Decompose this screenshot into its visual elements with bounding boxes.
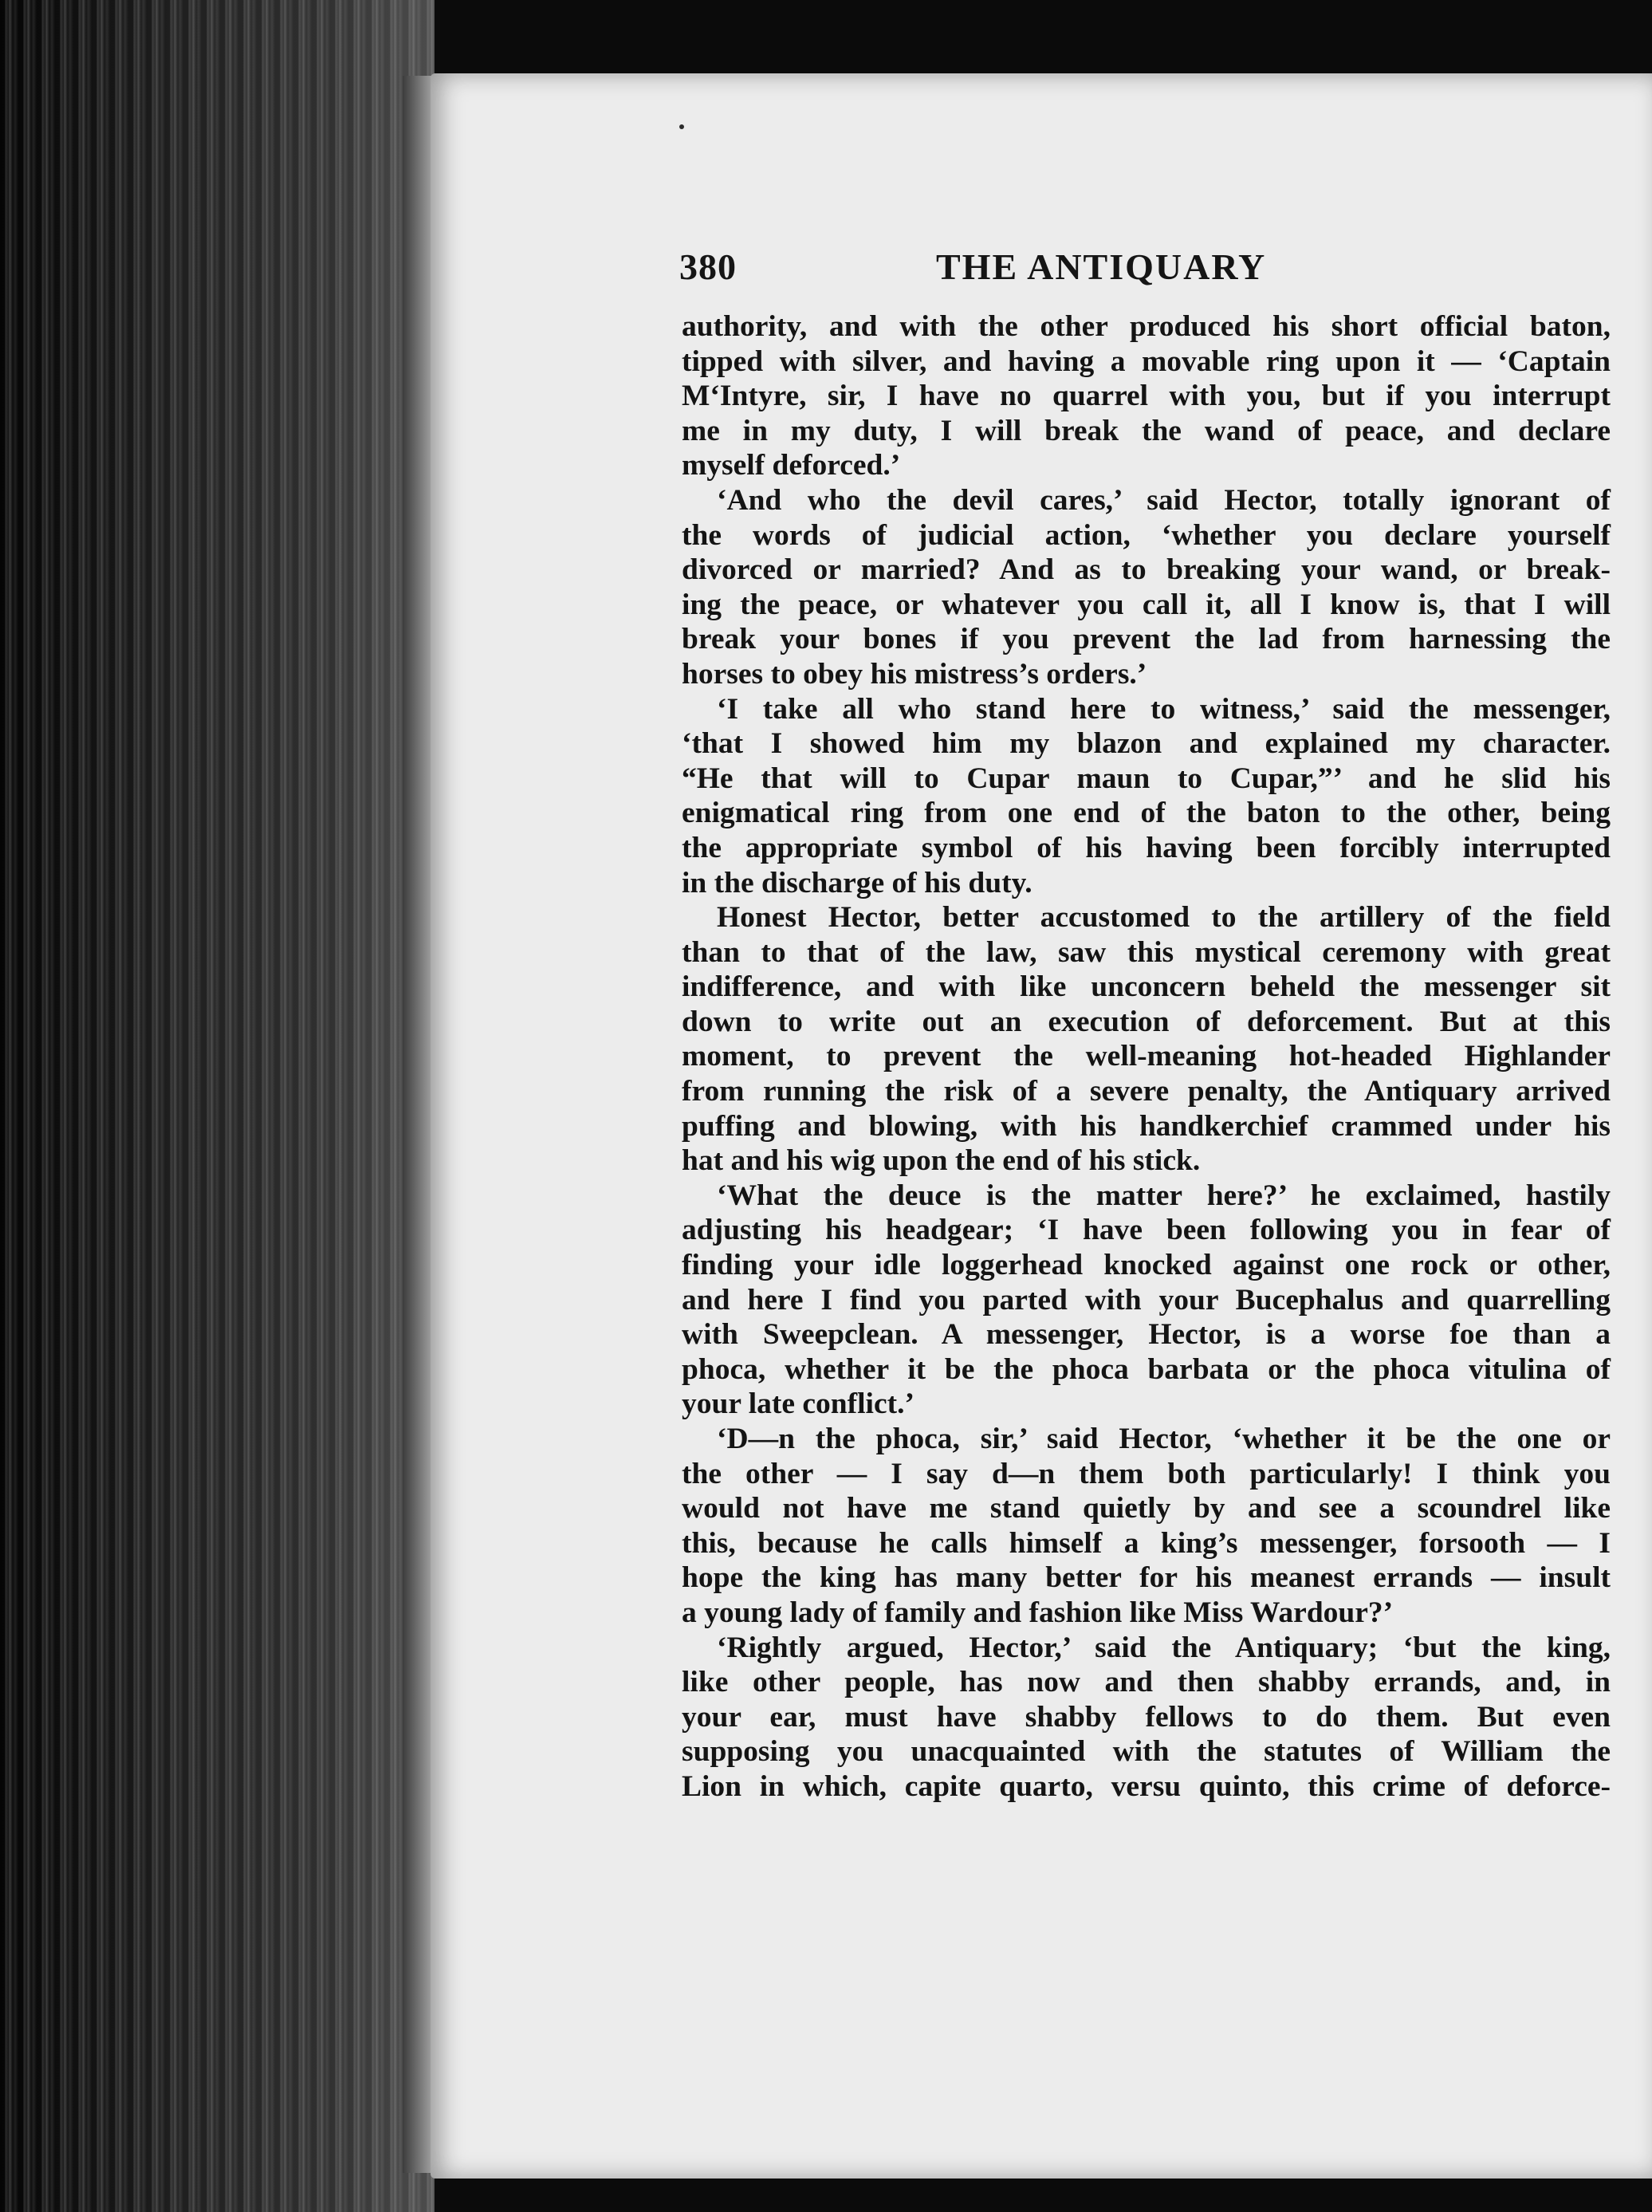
text-line: tipped with silver, and having a movable ring upon it — ‘Captain bbox=[682, 344, 1611, 378]
text-line: like other people, has now and then shabby errands, and, in bbox=[682, 1666, 1611, 1699]
text-line: break your bones if you prevent the lad from harnessing the bbox=[682, 623, 1611, 656]
text-line: ing the peace, or whatever you call it, all I know is, that I will bbox=[682, 588, 1611, 621]
text-line: me in my duty, I will break the wand of peace, and declare bbox=[682, 414, 1611, 447]
text-line: moment, to prevent the well-meaning hot-headed Highlander bbox=[682, 1040, 1611, 1073]
ink-speck bbox=[679, 124, 684, 129]
text-line: down to write out an execution of deforcement. But at this bbox=[682, 1005, 1611, 1038]
text-line: the appropriate symbol of his having been forcibly interrupted bbox=[682, 831, 1611, 864]
running-title: THE ANTIQUARY bbox=[936, 246, 1267, 287]
text-line: phoca, whether it be the phoca barbata or the phoca vitulina of bbox=[682, 1352, 1611, 1386]
text-line: your ear, must have shabby fellows to do them. But even bbox=[682, 1700, 1611, 1734]
text-line: enigmatical ring from one end of the baton to the other, being bbox=[682, 797, 1611, 830]
text-line: the other — I say d—n them both particularly! I think you bbox=[682, 1457, 1611, 1490]
book-page-edges bbox=[0, 0, 435, 2212]
text-line: the words of judicial action, ‘whether you declare yourself bbox=[682, 518, 1611, 552]
text-line: puffing and blowing, with his handkerchief crammed under his bbox=[682, 1109, 1611, 1143]
text-line: than to that of the law, saw this mystical ceremony with great bbox=[682, 935, 1611, 969]
text-line: Honest Hector, better accustomed to the artillery of the field bbox=[717, 901, 1611, 935]
page-header bbox=[679, 246, 1333, 293]
text-line: Lion in which, capite quarto, versu quinto, this crime of deforce- bbox=[682, 1769, 1611, 1803]
text-line: with Sweepclean. A messenger, Hector, is a worse foe than a bbox=[682, 1318, 1611, 1352]
text-line: ‘Rightly argued, Hector,’ said the Antiquary; ‘but the king, bbox=[717, 1631, 1611, 1664]
text-line: a young lady of family and fashion like Miss Wardour?’ bbox=[682, 1596, 1394, 1629]
text-line: “He that will to Cupar maun to Cupar,”’ and he slid his bbox=[682, 762, 1611, 795]
text-line: from running the risk of a severe penalty, the Antiquary arrived bbox=[682, 1075, 1611, 1108]
text-line: supposing you unacquainted with the statutes of William the bbox=[682, 1735, 1611, 1769]
text-line: hope the king has many better for his meanest errands — insult bbox=[682, 1561, 1611, 1595]
text-line: M‘Intyre, sir, I have no quarrel with you, but if you interrupt bbox=[682, 380, 1611, 413]
text-line: hat and his wig upon the end of his stick. bbox=[682, 1144, 1201, 1178]
text-line: ‘And who the devil cares,’ said Hector, totally ignorant of bbox=[717, 483, 1611, 517]
text-line: ‘What the deuce is the matter here?’ he exclaimed, hastily bbox=[717, 1179, 1611, 1212]
text-line: indifference, and with like unconcern beheld the messenger sit bbox=[682, 970, 1611, 1004]
text-line: adjusting his headgear; ‘I have been following you in fear of bbox=[682, 1214, 1611, 1247]
text-line: myself deforced.’ bbox=[682, 449, 901, 482]
text-line: ‘I take all who stand here to witness,’ said the messenger, bbox=[717, 692, 1611, 726]
text-line: finding your idle loggerhead knocked against one rock or other, bbox=[682, 1249, 1611, 1282]
text-line: and here I find you parted with your Bucephalus and quarrelling bbox=[682, 1283, 1611, 1317]
body-text bbox=[682, 309, 1611, 1805]
text-line: ‘D—n the phoca, sir,’ said Hector, ‘whether it be the one or bbox=[717, 1423, 1611, 1455]
text-line: your late conflict.’ bbox=[682, 1387, 914, 1421]
text-line: ‘that I showed him my blazon and explained my character. bbox=[682, 727, 1611, 761]
text-line: divorced or married? And as to breaking your wand, or break- bbox=[682, 553, 1611, 587]
text-line: authority, and with the other produced his short official baton, bbox=[682, 310, 1611, 343]
text-line: in the discharge of his duty. bbox=[682, 866, 1032, 899]
page-number: 380 bbox=[679, 246, 737, 287]
text-line: this, because he calls himself a king’s messenger, forsooth — I bbox=[682, 1526, 1611, 1560]
text-line: horses to obey his mistress’s orders.’ bbox=[682, 657, 1147, 691]
text-line: would not have me stand quietly by and see a scoundrel like bbox=[682, 1492, 1611, 1525]
